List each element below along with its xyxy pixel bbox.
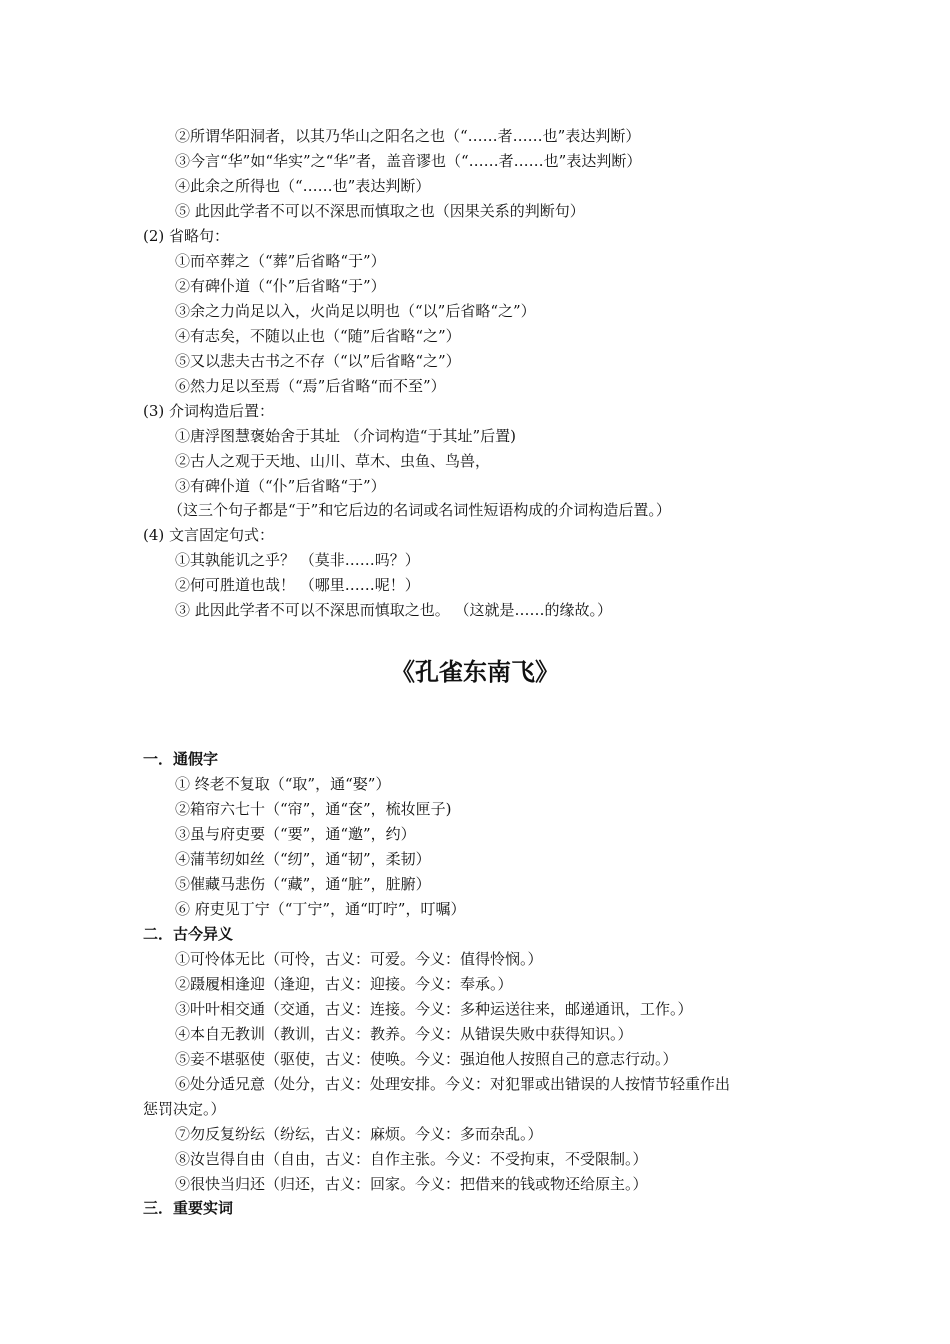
- fixed-line: ①其孰能讥之乎？ （莫非……吗？）: [175, 551, 420, 569]
- prep-note: （这三个句子都是“于”和它后边的名词或名词性短语构成的介词构造后置。）: [168, 501, 671, 519]
- prep-line: ①唐浮图慧褒始舍于其址 （介词构造“于其址”后置): [175, 427, 516, 445]
- judgement-line-3: ③今言“华”如“华实”之“华”者，盖音谬也（“……者……也”表达判断）: [175, 152, 642, 170]
- gujin-line: ①可怜体无比（可怜，古义：可爱。今义：值得怜悯。）: [175, 950, 543, 968]
- ellipsis-line: ①而卒葬之（“葬”后省略“于”）: [175, 252, 386, 270]
- tongjia-line: ⑥ 府吏见丁宁（“丁宁”，通“叮咛”，叮嘱）: [175, 900, 466, 918]
- gujin-line: ⑧汝岂得自由（自由，古义：自作主张。今义：不受拘束，不受限制。）: [175, 1150, 648, 1168]
- tongjia-line: ⑤催藏马悲伤（“藏”，通“脏”，脏腑）: [175, 875, 431, 893]
- tongjia-line: ④蒲苇纫如丝（“纫”，通“韧”，柔韧）: [175, 850, 431, 868]
- judgement-line-4: ④此余之所得也（“……也”表达判断）: [175, 177, 431, 195]
- ellipsis-line: ②有碑仆道（“仆”后省略“于”）: [175, 277, 386, 295]
- prep-heading: (3) 介词构造后置：: [143, 402, 275, 420]
- ellipsis-line: ④有志矣，不随以止也（“随”后省略“之”）: [175, 327, 461, 345]
- prep-line: ③有碑仆道（“仆”后省略“于”）: [175, 477, 386, 495]
- fixed-heading: (4) 文言固定句式：: [143, 526, 275, 544]
- tongjia-line: ②箱帘六七十（“帘”，通“奁”，梳妆匣子): [175, 800, 452, 818]
- prep-line: ②古人之观于天地、山川、草木、虫鱼、鸟兽，: [175, 452, 491, 470]
- gujin-line: ⑤妾不堪驱使（驱使，古义：使唤。今义：强迫他人按照自己的意志行动。）: [175, 1050, 678, 1068]
- gujin-line-continued: 惩罚决定。）: [143, 1100, 226, 1118]
- section-heading-gujin: 二．古今异义: [143, 925, 234, 943]
- gujin-line: ④本自无教训（教训，古义：教养。今义：从错误失败中获得知识。）: [175, 1025, 633, 1043]
- page-title: 《孔雀东南飞》: [391, 658, 559, 686]
- gujin-line: ③叶叶相交通（交通，古义：连接。今义：多种运送往来，邮递通讯，工作。）: [175, 1000, 693, 1018]
- tongjia-line: ③虽与府吏要（“要”，通“邀”，约）: [175, 825, 416, 843]
- fixed-line: ②何可胜道也哉！ （哪里……呢！）: [175, 576, 420, 594]
- judgement-line-5: ⑤ 此因此学者不可以不深思而慎取之也（因果关系的判断句）: [175, 202, 585, 220]
- section-heading-tongjia: 一．通假字: [143, 750, 219, 768]
- ellipsis-line: ⑤又以悲夫古书之不存（“以”后省略“之”）: [175, 352, 461, 370]
- judgement-line-2: ②所谓华阳洞者，以其乃华山之阳名之也（“……者……也”表达判断）: [175, 127, 641, 145]
- ellipsis-heading: (2) 省略句：: [143, 227, 230, 245]
- ellipsis-line: ③余之力尚足以入，火尚足以明也（“以”后省略“之”）: [175, 302, 536, 320]
- fixed-line: ③ 此因此学者不可以不深思而慎取之也。 （这就是……的缘故。）: [175, 601, 613, 619]
- section-heading-shici: 三．重要实词: [143, 1199, 234, 1217]
- gujin-line: ⑥处分适兄意（处分，古义：处理安排。今义：对犯罪或出错误的人按情节轻重作出: [175, 1075, 731, 1093]
- tongjia-line: ① 终老不复取（“取”，通“娶”）: [175, 775, 391, 793]
- gujin-line: ⑨很快当归还（归还，古义：回家。今义：把借来的钱或物还给原主。）: [175, 1175, 648, 1193]
- gujin-line: ②蹑履相逢迎（逢迎，古义：迎接。今义：奉承。）: [175, 975, 513, 993]
- gujin-line: ⑦勿反复纷纭（纷纭，古义：麻烦。今义：多而杂乱。）: [175, 1125, 543, 1143]
- ellipsis-line: ⑥然力足以至焉（“焉”后省略“而不至”）: [175, 377, 446, 395]
